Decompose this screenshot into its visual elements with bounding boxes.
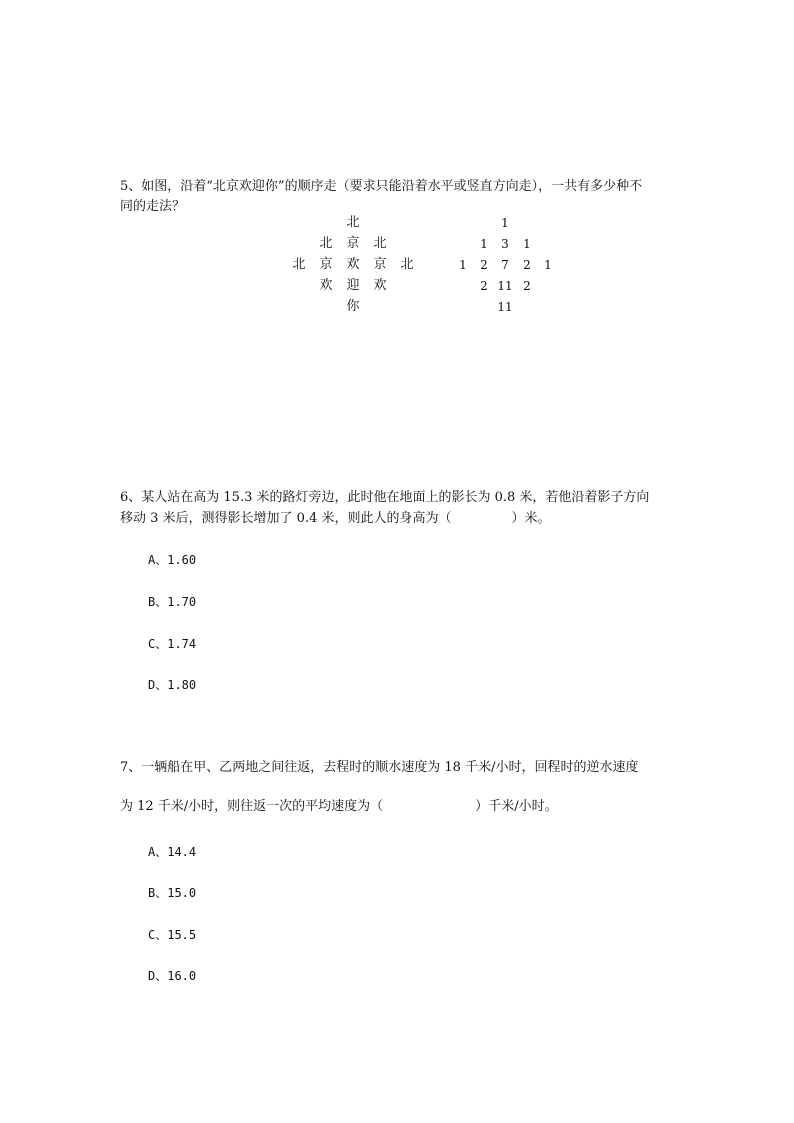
grid-cell: 京 [373,257,387,272]
question-6-option-c: C、1.74 [148,637,197,651]
question-6-option-a: A、1.60 [148,553,197,567]
number-cell: 11 [497,279,513,293]
grid-cell: 欢 [373,278,387,293]
grid-cell: 北 [373,236,387,251]
number-cell: 2 [523,279,531,293]
grid-cell: 北 [400,257,414,272]
question-7-line-2 [120,797,558,817]
question-7-option-c: C、15.5 [148,928,197,942]
question-5-line-1: 5、如图，沿着“北京欢迎你”的顺序走（要求只能沿着水平或竖直方向走），一共有多少种不 [120,179,643,194]
question-6-text: 移动 3 米后，测得影长增加了 0.4 米，则此人的身高为（ [120,511,452,526]
question-6-line-1: 6、某人站在高为 15.3 米的路灯旁边，此时他在地面上的影长为 0.8 米，若他沿着影子方向 [120,490,650,505]
grid-cell: 北 [319,236,333,251]
number-cell: 1 [459,258,467,272]
question-6-text-end: ）米。 [511,511,551,526]
grid-cell: 欢 [319,278,333,293]
question-6-line-2 [120,509,551,529]
question-7-text: 为 12 千米/小时，则往返一次的平均速度为（ [120,799,384,814]
question-7-option-b: B、15.0 [148,886,197,900]
number-cell: 7 [501,258,509,272]
grid-cell: 你 [346,299,360,314]
number-cell: 2 [523,258,531,272]
grid-cell: 京 [346,236,360,251]
question-7-line-1: 7、一辆船在甲、乙两地之间往返，去程时的顺水速度为 18 千米/小时，回程时的逆水速度 [120,760,639,775]
number-cell: 1 [501,216,509,230]
number-cell: 2 [480,279,488,293]
question-6-option-d: D、1.80 [148,678,197,692]
question-7-option-d: D、16.0 [148,969,197,983]
number-cell: 11 [497,300,513,314]
question-5-line-2: 同的走法？ [120,199,186,214]
number-cell: 1 [480,237,488,251]
grid-cell: 北 [292,257,306,272]
grid-cell: 北 [346,215,360,230]
number-cell: 3 [501,237,509,251]
question-7-text-end: ）千米/小时。 [475,799,558,814]
question-7-option-a: A、14.4 [148,845,197,859]
grid-cell: 京 [319,257,333,272]
number-cell: 1 [544,258,552,272]
number-cell: 2 [480,258,488,272]
question-6-option-b: B、1.70 [148,595,197,609]
number-cell: 1 [523,237,531,251]
grid-cell: 欢 [346,257,360,272]
grid-cell: 迎 [346,278,360,293]
